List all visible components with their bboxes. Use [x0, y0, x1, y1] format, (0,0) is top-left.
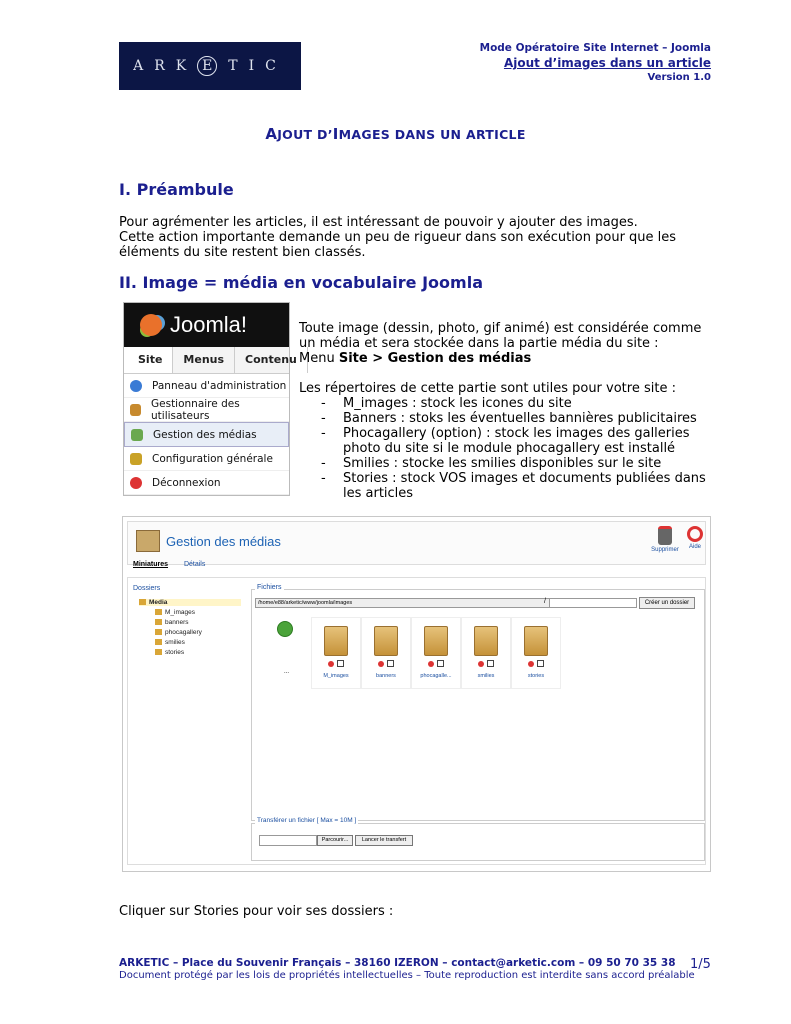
- start-upload-button[interactable]: Lancer le transfert: [355, 835, 413, 846]
- dashboard-icon: [130, 380, 142, 392]
- list-item: - Banners : stoks les éventuelles bannières publicitaires: [299, 411, 709, 426]
- folder-icon: [139, 599, 146, 605]
- media-manager-icon: [136, 530, 160, 552]
- media-manager-screenshot: [122, 516, 711, 872]
- menu-tab-menus[interactable]: Menus: [173, 347, 235, 373]
- fichiers-label: Fichiers: [257, 584, 282, 591]
- tree-item-stories[interactable]: stories: [155, 649, 184, 656]
- media-manager-title: Gestion des médias: [166, 534, 281, 549]
- folder-tile-phocagallery[interactable]: phocagalle...: [411, 617, 461, 689]
- logo-letter: K: [175, 58, 198, 74]
- media-icon: [131, 429, 143, 441]
- folder-icon: [155, 639, 162, 645]
- dossiers-label: Dossiers: [133, 585, 161, 592]
- help-icon: [687, 526, 703, 542]
- logo-letter: T: [228, 58, 249, 74]
- menu-tab-contenu[interactable]: Contenu: [235, 347, 308, 373]
- header-version: Version 1.0: [647, 72, 711, 83]
- section-heading-image-media: II. Image = média en vocabulaire Joomla: [119, 273, 483, 292]
- folder-icon: [524, 626, 548, 656]
- paragraph-menu-path: Menu Site > Gestion des médias: [299, 351, 532, 366]
- up-folder-icon[interactable]: [277, 621, 293, 637]
- folder-tile-stories[interactable]: stories: [511, 617, 561, 689]
- logo-letter: E: [197, 56, 217, 76]
- header-doc-type: Mode Opératoire Site Internet – Joomla: [479, 42, 711, 54]
- delete-icon[interactable]: [328, 661, 334, 667]
- users-icon: [130, 404, 141, 416]
- footer-copyright: Document protégé par les lois de propriétés intellectuelles – Toute reproduction est interdite sans accord préalable: [119, 970, 695, 981]
- tab-miniatures[interactable]: Miniatures: [133, 561, 169, 568]
- path-separator: /: [544, 598, 546, 605]
- tree-item-banners[interactable]: banners: [155, 619, 189, 626]
- menu-item-medias[interactable]: Gestion des médias: [124, 422, 289, 447]
- paragraph-intro: Toute image (dessin, photo, gif animé) est considérée comme un média et sera stockée dans la partie média du site :: [299, 321, 702, 351]
- folder-icon: [424, 626, 448, 656]
- media-manager-header: [127, 521, 706, 565]
- path-field[interactable]: /home/e88/arketic/www/joomla/images: [255, 598, 554, 608]
- tree-item-m-images[interactable]: M_images: [155, 609, 195, 616]
- page-number: 1/5: [690, 957, 711, 972]
- delete-icon[interactable]: [528, 661, 534, 667]
- folder-tile-smilies[interactable]: smilies: [461, 617, 511, 689]
- tree-item-media[interactable]: Media: [139, 599, 241, 606]
- new-folder-input[interactable]: [549, 598, 637, 608]
- header-doc-subject: Ajout d’images dans un article: [503, 56, 711, 70]
- footer-contact: ARKETIC – Place du Souvenir Français – 38160 IZERON – contact@arketic.com – 09 50 70 35 38: [119, 957, 676, 969]
- select-checkbox[interactable]: [537, 660, 544, 667]
- select-checkbox[interactable]: [437, 660, 444, 667]
- tools-icon: [130, 453, 142, 465]
- section-heading-preambule: I. Préambule: [119, 180, 234, 199]
- menu-tab-site[interactable]: Site: [124, 347, 173, 373]
- list-item: - Phocagallery (option) : stock les images des galleries photo du site si le module phocagallery est installé: [299, 426, 709, 456]
- select-checkbox[interactable]: [387, 660, 394, 667]
- view-tabs: [133, 561, 219, 568]
- folder-tile-banners[interactable]: banners: [361, 617, 411, 689]
- select-checkbox[interactable]: [487, 660, 494, 667]
- logo-letter: I: [248, 58, 266, 74]
- folder-icon: [474, 626, 498, 656]
- joomla-menu-screenshot: [123, 302, 297, 496]
- folder-icon: [155, 619, 162, 625]
- arketic-logo: [119, 42, 301, 90]
- folder-icon: [155, 649, 162, 655]
- list-item: - Stories : stock VOS images et documents publiées dans les articles: [299, 471, 709, 501]
- paragraph-list-intro: Les répertoires de cette partie sont utiles pour votre site :: [299, 381, 676, 396]
- folder-tile-m-images[interactable]: M_images: [311, 617, 361, 689]
- upload-label: Transférer un fichier [ Max = 10M ]: [257, 817, 357, 824]
- joomla-brand: Joomla!: [170, 312, 248, 337]
- page-title: AJOUT D’IMAGES DANS UN ARTICLE: [265, 125, 526, 143]
- select-checkbox[interactable]: [337, 660, 344, 667]
- list-item: - M_images : stock les icones du site: [299, 396, 709, 411]
- paragraph: Pour agrémenter les articles, il est intéressant de pouvoir y ajouter des images.: [119, 215, 638, 230]
- menu-item-panneau[interactable]: Panneau d'administration: [124, 374, 289, 398]
- joomla-logo-icon: [140, 314, 162, 336]
- paragraph: Cette action importante demande un peu de rigueur dans son exécution pour que les éléments du site restent bien classés.: [119, 230, 677, 260]
- trash-icon: [658, 526, 672, 545]
- joomla-top-menu: [124, 347, 297, 374]
- browse-button[interactable]: Parcourir...: [317, 835, 353, 846]
- delete-icon[interactable]: [378, 661, 384, 667]
- menu-item-utilisateurs[interactable]: Gestionnaire des utilisateurs: [124, 398, 289, 422]
- logo-letter: A: [133, 58, 155, 74]
- logout-icon: [130, 477, 142, 489]
- delete-button[interactable]: Supprimer: [650, 526, 680, 553]
- logo-letter: R: [154, 58, 176, 74]
- menu-item-deconnexion[interactable]: Déconnexion: [124, 471, 289, 495]
- folder-icon: [374, 626, 398, 656]
- joomla-logo-bar: [124, 303, 289, 347]
- caption: Cliquer sur Stories pour voir ses dossiers :: [119, 904, 394, 919]
- folder-icon: [155, 609, 162, 615]
- logo-letter: C: [265, 58, 287, 74]
- delete-icon[interactable]: [478, 661, 484, 667]
- menu-item-configuration[interactable]: Configuration générale: [124, 447, 289, 471]
- help-button[interactable]: Aide: [680, 526, 710, 550]
- tree-item-smilies[interactable]: smilies: [155, 639, 185, 646]
- folder-list: [299, 396, 709, 501]
- tree-item-phocagallery[interactable]: phocagallery: [155, 629, 202, 636]
- tab-details[interactable]: Détails: [183, 561, 206, 568]
- upload-file-input[interactable]: [259, 835, 317, 846]
- folder-icon: [155, 629, 162, 635]
- list-item: - Smilies : stocke les smilies disponibles sur le site: [299, 456, 709, 471]
- folder-icon: [324, 626, 348, 656]
- create-folder-button[interactable]: Créer un dossier: [639, 597, 695, 609]
- parent-folder-label: ...: [284, 669, 290, 675]
- delete-icon[interactable]: [428, 661, 434, 667]
